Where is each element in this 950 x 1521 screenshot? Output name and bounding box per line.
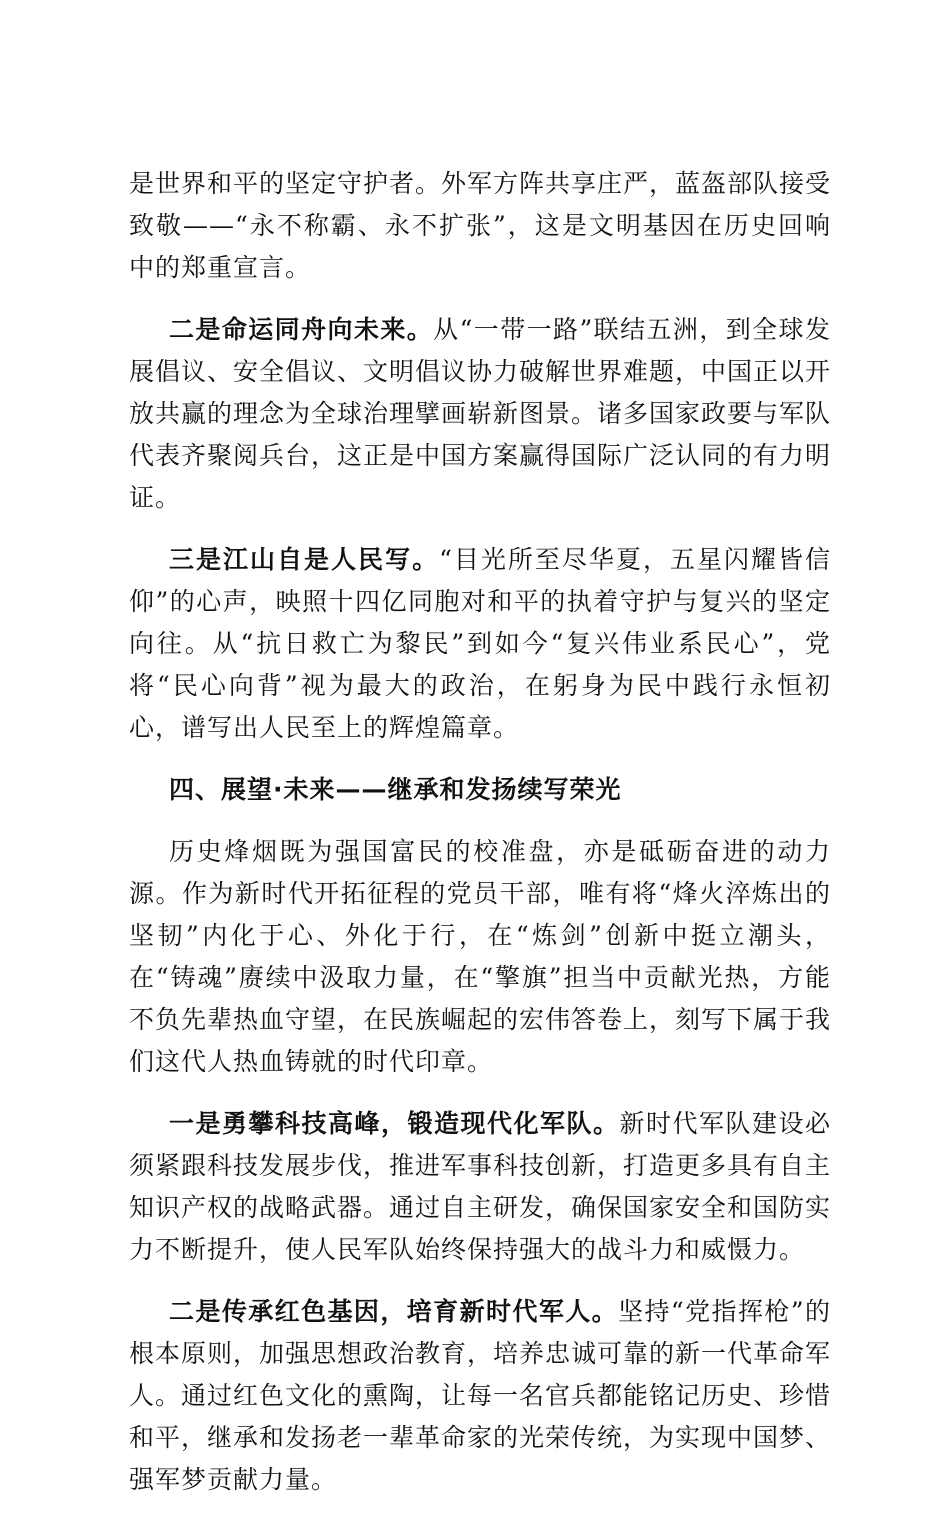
point-body: 坚持“党指挥枪”的根本原则，加强思想政治教育，培养忠诚可靠的新一代革命军人。通过红色文化的熏陶，让每一名官兵都能铭记历史、珍惜和平，继承和发扬老一辈革命家的光荣传统，为实现中国梦、强军梦贡献力量。 <box>129 1297 832 1494</box>
paragraph-lead: 二是命运同舟向未来。 <box>169 315 434 344</box>
paragraph-point-two <box>129 309 831 519</box>
paragraph-continued <box>129 163 831 289</box>
point-lead: 一是勇攀科技高峰，锻造现代化军队。 <box>169 1109 620 1138</box>
paragraph-body: 从“一带一路”联结五洲，到全球发展倡议、安全倡议、文明倡议协力破解世界难题，中国正以开放共赢的理念为全球治理擘画崭新图景。诸多国家政要与军队代表齐聚阅兵台，这正是中国方案赢得国际广泛认同的有力明证。 <box>129 315 832 512</box>
paragraph-body: “目光所至尽华夏，五星闪耀皆信仰”的心声，映照十四亿同胞对和平的执着守护与复兴的坚定向往。从“抗日救亡为黎民”到如今“复兴伟业系民心”，党将“民心向背”视为最大的政治，在躬身为民中践行永恒初心，谱写出人民至上的辉煌篇章。 <box>129 545 831 742</box>
section-intro: 历史烽烟既为强国富民的校准盘，亦是砥砺奋进的动力源。作为新时代开拓征程的党员干部，唯有将“烽火淬炼出的坚韧”内化于心、外化于行，在“炼剑”创新中挺立潮头，在“铸魂”赓续中汲取力量，在“擎旗”担当中贡献光热，方能不负先辈热血守望，在民族崛起的宏伟答卷上，刻写下属于我们这代人热血铸就的时代印章。 <box>129 837 832 1076</box>
document-page <box>129 163 831 1521</box>
paragraph-lead: 三是江山自是人民写。 <box>169 545 440 574</box>
paragraph-body: 是世界和平的坚定守护者。外军方阵共享庄严，蓝盔部队接受致敬——“永不称霸、永不扩张”，这是文明基因在历史回响中的郑重宣言。 <box>129 169 832 282</box>
point-two <box>129 1291 831 1501</box>
point-body: 新时代军队建设必须紧跟科技发展步伐，推进军事科技创新，打造更多具有自主知识产权的战略武器。通过自主研发，确保国家安全和国防实力不断提升，使人民军队始终保持强大的战斗力和威慑力。 <box>129 1109 832 1264</box>
section-heading: 四、展望·未来——继承和发扬续写荣光 <box>169 775 622 804</box>
point-one <box>129 1103 831 1271</box>
point-lead: 二是传承红色基因，培育新时代军人。 <box>169 1297 619 1326</box>
paragraph-point-three <box>129 539 831 749</box>
